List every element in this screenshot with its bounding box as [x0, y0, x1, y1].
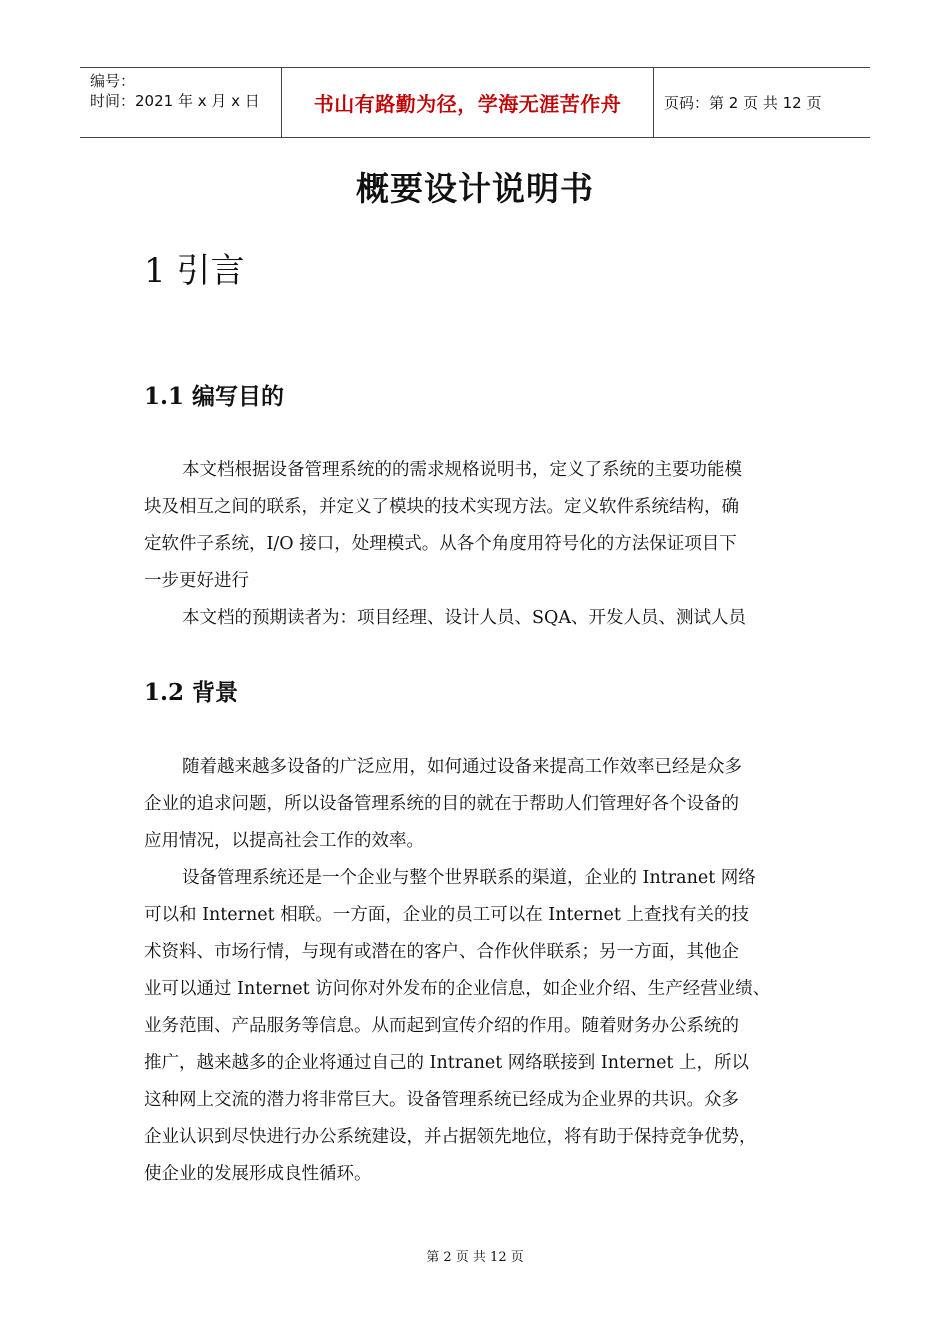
- header-page-info: 页码：第 2 页 共 12 页: [664, 94, 822, 112]
- section-1-1-body: [144, 452, 824, 637]
- section-1-2-body: [144, 749, 824, 1193]
- paragraph-line: 本文档的预期读者为：项目经理、设计人员、SQA、开发人员、测试人员: [182, 608, 746, 628]
- section-heading-1: 1 引言: [144, 251, 245, 291]
- paragraph-line: 定软件子系统，I/O 接口，处理模式。从各个角度用符号化的方法保证项目下: [144, 534, 737, 554]
- header-page-cell: [654, 68, 870, 137]
- header-motto-cell: [282, 68, 654, 137]
- doc-time-label: 时间：2021 年 x 月 x 日: [90, 92, 260, 110]
- page-footer: 第 2 页 共 12 页: [426, 1250, 524, 1265]
- paragraph-line: 这种网上交流的潜力将非常巨大。设备管理系统已经成为企业界的共识。众多: [144, 1090, 739, 1110]
- paragraph-line: 企业的追求问题，所以设备管理系统的目的就在于帮助人们管理好各个设备的: [144, 794, 739, 814]
- paragraph-line: 术资料、市场行情，与现有或潜在的客户、合作伙伴联系；另一方面，其他企: [144, 942, 739, 962]
- paragraph-line: 企业认识到尽快进行办公系统建设，并占据领先地位，将有助于保持竞争优势，: [144, 1127, 757, 1147]
- paragraph-line: 设备管理系统还是一个企业与整个世界联系的渠道，企业的 Intranet 网络: [182, 868, 756, 888]
- section-heading-1-1: 1.1 编写目的: [144, 383, 285, 410]
- paragraph-line: 可以和 Internet 相联。一方面，企业的员工可以在 Internet 上查找有关的技: [144, 905, 749, 925]
- paragraph-line: 块及相互之间的联系，并定义了模块的技术实现方法。定义软件系统结构，确: [144, 497, 739, 517]
- header-table: [80, 67, 870, 138]
- paragraph-line: 使企业的发展形成良性循环。: [144, 1164, 372, 1184]
- paragraph-line: 业务范围、产品服务等信息。从而起到宣传介绍的作用。随着财务办公系统的: [144, 1016, 739, 1036]
- doc-number-label: 编号：: [90, 72, 136, 90]
- header-meta-cell: [80, 68, 282, 137]
- paragraph-line: 随着越来越多设备的广泛应用，如何通过设备来提高工作效率已经是众多: [182, 757, 742, 777]
- paragraph-line: 一步更好进行: [144, 571, 249, 591]
- header-motto: 书山有路勤为径，学海无涯苦作舟: [313, 92, 622, 116]
- document-title: 概要设计说明书: [356, 169, 594, 208]
- section-heading-1-2: 1.2 背景: [144, 679, 239, 706]
- paragraph-line: 业可以通过 Internet 访问你对外发布的企业信息，如企业介绍、生产经营业绩、: [144, 979, 771, 999]
- paragraph-line: 推广，越来越多的企业将通过自己的 Intranet 网络联接到 Internet 上，所以: [144, 1053, 750, 1073]
- paragraph-line: 应用情况，以提高社会工作的效率。: [144, 831, 424, 851]
- paragraph-line: 本文档根据设备管理系统的的需求规格说明书，定义了系统的主要功能模: [182, 460, 742, 480]
